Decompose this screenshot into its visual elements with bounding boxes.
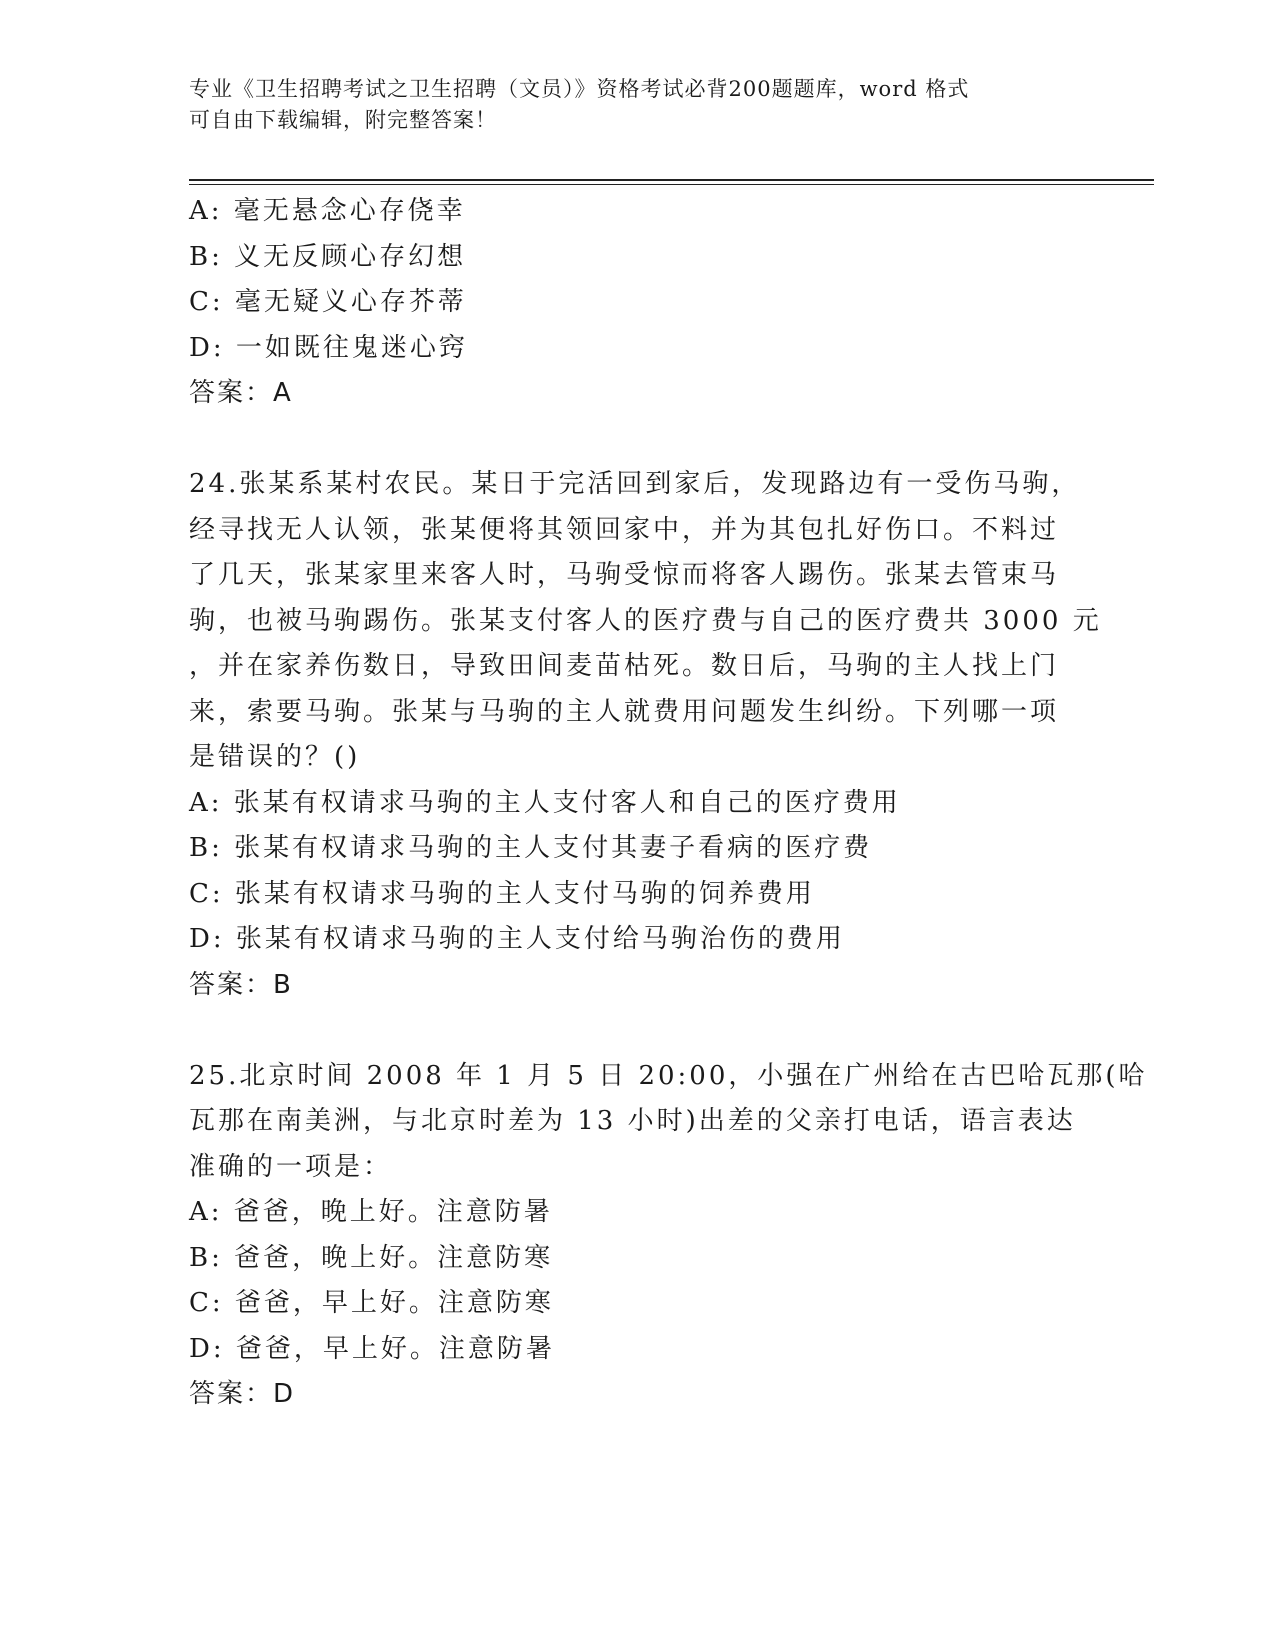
question-stem-line: ，并在家养伤数日，导致田间麦苗枯死。数日后，马驹的主人找上门: [189, 651, 1060, 681]
option-a: A: 毫无悬念心存侥幸: [189, 196, 466, 226]
header-title-line-1: 专业《卫生招聘考试之卫生招聘（文员）》资格考试必背200题题库，word 格式: [189, 77, 970, 101]
spacer: [189, 417, 1089, 463]
option-d: D: 爸爸，早上好。注意防暑: [189, 1333, 555, 1364]
question-25: [189, 1054, 1148, 1418]
spacer: [189, 1008, 1089, 1054]
option-c: C: 张某有权请求马驹的主人支付马驹的饲养费用: [189, 878, 815, 909]
question-23: [189, 189, 1089, 417]
question-stem-line: 瓦那在南美洲，与北京时差为 13 小时)出差的父亲打电话，语言表达: [189, 1106, 1076, 1136]
option-a: A: 爸爸，晚上好。注意防暑: [189, 1197, 553, 1227]
question-stem-line: 驹，也被马驹踢伤。张某支付客人的医疗费与自己的医疗费共 3000 元: [189, 605, 1102, 636]
option-a: A: 张某有权请求马驹的主人支付客人和自己的医疗费用: [189, 787, 901, 818]
question-stem-line: 经寻找无人认领，张某便将其领回家中，并为其包扎好伤口。不料过: [189, 514, 1060, 545]
answer-line: 答案：A: [189, 378, 293, 408]
option-c: C: 爸爸，早上好。注意防寒: [189, 1288, 554, 1318]
answer-line: 答案：D: [189, 1379, 296, 1409]
question-stem-line: 24.张某系某村农民。某日于完活回到家后，发现路边有一受伤马驹，: [189, 469, 1081, 499]
option-c: C: 毫无疑义心存芥蒂: [189, 287, 467, 317]
option-b: B: 张某有权请求马驹的主人支付其妻子看病的医疗费: [189, 833, 873, 863]
answer-line: 答案：B: [189, 969, 293, 1000]
document-header: [189, 74, 1069, 136]
header-title-line-2: 可自由下载编辑，附完整答案！: [189, 108, 497, 132]
document-body: [189, 189, 1148, 1418]
option-b: B: 义无反顾心存幻想: [189, 241, 467, 272]
question-stem-line: 了几天，张某家里来客人时，马驹受惊而将客人踢伤。张某去管束马: [189, 560, 1060, 590]
option-b: B: 爸爸，晚上好。注意防寒: [189, 1242, 554, 1273]
question-stem-line: 准确的一项是：: [189, 1151, 393, 1182]
question-stem-line: 25.北京时间 2008 年 1 月 5 日 20:00，小强在广州给在古巴哈瓦那(哈: [189, 1060, 1148, 1091]
question-24: [189, 462, 1102, 1008]
question-stem-line: 是错误的？(): [189, 742, 361, 772]
header-rule-thin: [189, 184, 1154, 185]
question-stem-line: 来，索要马驹。张某与马驹的主人就费用问题发生纠纷。下列哪一项: [189, 696, 1060, 727]
option-d: D: 张某有权请求马驹的主人支付给马驹治伤的费用: [189, 924, 845, 954]
option-d: D: 一如既往鬼迷心窍: [189, 332, 468, 363]
header-rule-thick: [189, 179, 1154, 181]
